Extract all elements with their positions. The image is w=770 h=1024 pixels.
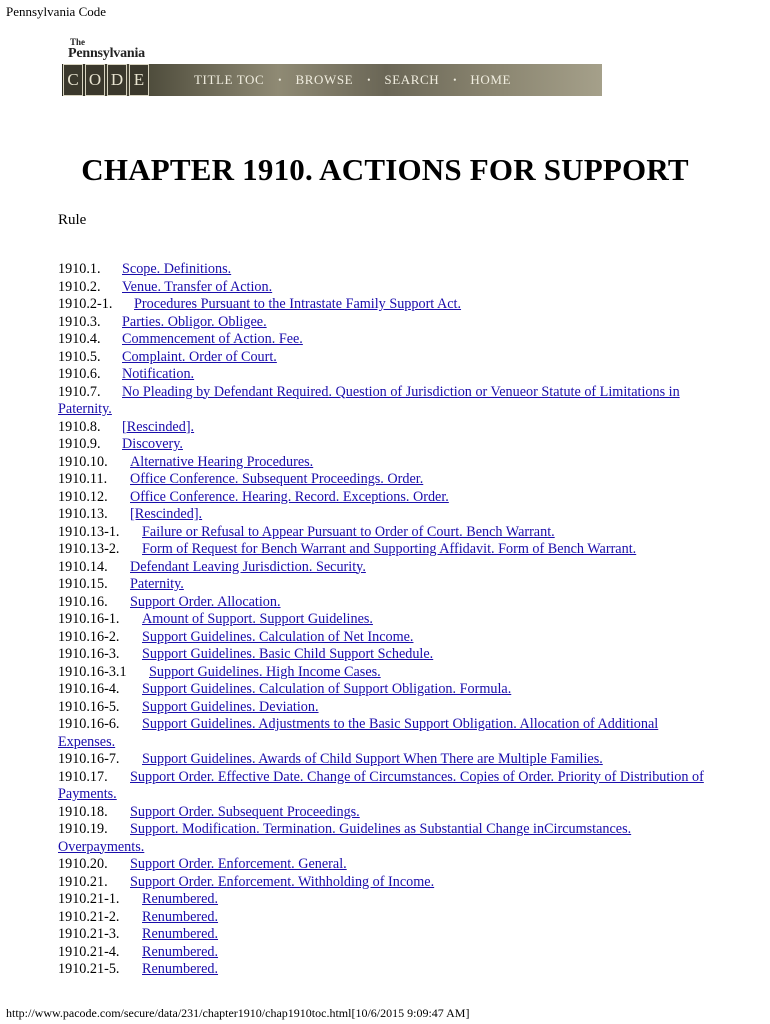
- table-of-contents: [58, 261, 708, 979]
- nav-separator: •: [453, 75, 457, 85]
- toc-entry: [58, 471, 708, 489]
- rule-number: 1910.16-2.: [58, 628, 120, 645]
- rule-link[interactable]: Support Order. Effective Date. Change of Circumstances. Copies of Order. Priority of Distribution of Payments.: [58, 768, 704, 802]
- logo-line-2: Pennsylvania: [68, 46, 145, 61]
- rule-number: 1910.16-3.: [58, 646, 120, 662]
- rule-link[interactable]: Venue. Transfer of Action.: [122, 278, 273, 295]
- rule-link[interactable]: Support Order. Allocation.: [130, 593, 281, 610]
- nav-separator: •: [278, 75, 282, 85]
- nav-home[interactable]: HOME: [470, 72, 512, 87]
- rule-link[interactable]: Renumbered.: [142, 891, 219, 907]
- rule-number: 1910.12.: [58, 488, 108, 505]
- toc-entry: [58, 419, 708, 437]
- rule-link[interactable]: [Rescinded].: [122, 418, 195, 435]
- rule-number: 1910.8.: [58, 418, 101, 435]
- toc-entry: [58, 314, 708, 332]
- toc-entry: [58, 664, 708, 682]
- rule-number: 1910.16-5.: [58, 698, 120, 715]
- toc-entry: [58, 436, 708, 454]
- toc-entry: [58, 804, 708, 822]
- rule-number: 1910.16-7.: [58, 751, 120, 767]
- rule-number: 1910.16-3.1: [58, 663, 127, 680]
- rule-link[interactable]: Renumbered.: [142, 943, 219, 960]
- toc-entry: [58, 909, 708, 927]
- rule-link[interactable]: Renumbered.: [142, 926, 219, 942]
- rule-link[interactable]: Form of Request for Bench Warrant and Supporting Affidavit. Form of Bench Warrant.: [142, 541, 637, 557]
- nav-separator: •: [367, 75, 371, 85]
- nav-bar: [62, 64, 602, 96]
- toc-entry: [58, 279, 708, 297]
- toc-entry: [58, 751, 708, 769]
- logo-line-1: The: [70, 37, 86, 47]
- rule-number: 1910.4.: [58, 331, 101, 347]
- toc-entry: [58, 559, 708, 577]
- rule-link[interactable]: Support Guidelines. Adjustments to the Basic Support Obligation. Allocation of Additional Expenses.: [58, 716, 659, 750]
- rule-number: 1910.6.: [58, 366, 101, 382]
- rule-link[interactable]: Support Guidelines. Awards of Child Support When There are Multiple Families.: [142, 751, 603, 767]
- rule-number: 1910.17.: [58, 768, 108, 785]
- rule-link[interactable]: Office Conference. Subsequent Proceedings. Order.: [130, 471, 424, 487]
- toc-entry: [58, 489, 708, 507]
- rule-number: 1910.16-1.: [58, 611, 120, 627]
- rule-link[interactable]: Support. Modification. Termination. Guidelines as Substantial Change inCircumstances. Overpayments.: [58, 821, 632, 855]
- rule-link[interactable]: Support Guidelines. Basic Child Support Schedule.: [142, 646, 434, 662]
- toc-entry: [58, 524, 708, 542]
- rule-link[interactable]: Support Guidelines. Calculation of Net Income.: [142, 628, 414, 645]
- rule-number: 1910.16-4.: [58, 681, 120, 697]
- rule-link[interactable]: Failure or Refusal to Appear Pursuant to Order of Court. Bench Warrant.: [142, 523, 555, 540]
- rule-number: 1910.2.: [58, 278, 101, 295]
- rule-number: 1910.7.: [58, 383, 101, 400]
- toc-entry: [58, 646, 708, 664]
- pennsylvania-logo[interactable]: [68, 38, 145, 61]
- rule-number: 1910.2-1.: [58, 296, 113, 312]
- toc-entry: [58, 821, 708, 856]
- rule-link[interactable]: Complaint. Order of Court.: [122, 348, 277, 365]
- toc-entry: [58, 874, 708, 892]
- rule-number: 1910.13.: [58, 506, 108, 522]
- rule-number: 1910.19.: [58, 821, 108, 837]
- rule-link[interactable]: Renumbered.: [142, 961, 219, 977]
- rule-number: 1910.13-2.: [58, 541, 120, 557]
- rule-number: 1910.18.: [58, 803, 108, 820]
- rule-link[interactable]: Alternative Hearing Procedures.: [130, 453, 314, 470]
- toc-entry: [58, 926, 708, 944]
- toc-entry: [58, 629, 708, 647]
- page-title: CHAPTER 1910. ACTIONS FOR SUPPORT: [81, 152, 689, 187]
- toc-entry: [58, 576, 708, 594]
- site-banner: [62, 38, 602, 96]
- rule-number: 1910.10.: [58, 453, 108, 470]
- code-letter: O: [85, 64, 105, 96]
- rule-link[interactable]: Commencement of Action. Fee.: [122, 331, 303, 347]
- rule-number: 1910.9.: [58, 436, 101, 452]
- rule-link[interactable]: Support Order. Enforcement. Withholding of Income.: [130, 873, 435, 890]
- rule-number: 1910.16-6.: [58, 716, 120, 732]
- rule-number: 1910.3.: [58, 313, 101, 330]
- rule-heading: Rule: [58, 212, 87, 228]
- nav-search[interactable]: SEARCH: [384, 72, 440, 87]
- toc-entry: [58, 611, 708, 629]
- toc-entry: [58, 594, 708, 612]
- toc-entry: [58, 699, 708, 717]
- toc-entry: [58, 506, 708, 524]
- rule-number: 1910.21-4.: [58, 943, 120, 960]
- toc-entry: [58, 541, 708, 559]
- rule-link[interactable]: Discovery.: [122, 436, 183, 452]
- rule-link[interactable]: Support Guidelines. High Income Cases.: [149, 663, 381, 680]
- rule-number: 1910.21-1.: [58, 891, 120, 907]
- rule-link[interactable]: Procedures Pursuant to the Intrastate Family Support Act.: [134, 296, 462, 312]
- code-letter: C: [63, 64, 83, 96]
- toc-entry: [58, 856, 708, 874]
- toc-entry: [58, 366, 708, 384]
- toc-entry: [58, 349, 708, 367]
- toc-entry: [58, 769, 708, 804]
- rule-number: 1910.15.: [58, 576, 108, 592]
- rule-link[interactable]: Paternity.: [130, 576, 184, 592]
- rule-link[interactable]: Support Order. Enforcement. General.: [130, 856, 347, 872]
- toc-entry: [58, 331, 708, 349]
- rule-number: 1910.21-3.: [58, 926, 120, 942]
- rule-link[interactable]: Support Guidelines. Calculation of Support Obligation. Formula.: [142, 681, 512, 697]
- rule-number: 1910.21.: [58, 873, 108, 890]
- code-letter: E: [129, 64, 149, 96]
- rule-link[interactable]: Office Conference. Hearing. Record. Exceptions. Order.: [130, 488, 449, 505]
- rule-link[interactable]: Notification.: [122, 366, 195, 382]
- rule-number: 1910.11.: [58, 471, 108, 487]
- rule-link[interactable]: Scope. Definitions.: [122, 261, 232, 277]
- toc-entry: [58, 681, 708, 699]
- toc-entry: [58, 944, 708, 962]
- rule-link[interactable]: Parties. Obligor. Obligee.: [122, 313, 267, 330]
- rule-number: 1910.13-1.: [58, 523, 120, 540]
- nav-title-toc[interactable]: TITLE TOC: [194, 72, 265, 87]
- rule-number: 1910.1.: [58, 261, 101, 277]
- rule-link[interactable]: Support Guidelines. Deviation.: [142, 698, 319, 715]
- rule-link[interactable]: No Pleading by Defendant Required. Question of Jurisdiction or Venueor Statute of Limitations in Paternity.: [58, 383, 680, 417]
- rule-link[interactable]: Support Order. Subsequent Proceedings.: [130, 803, 360, 820]
- print-footer-url: http://www.pacode.com/secure/data/231/chapter1910/chap1910toc.html[10/6/2015 9:09:47 AM]: [6, 1006, 470, 1020]
- code-letter: D: [107, 64, 127, 96]
- toc-entry: [58, 261, 708, 279]
- rule-link[interactable]: [Rescinded].: [130, 506, 203, 522]
- toc-entry: [58, 384, 708, 419]
- print-header: Pennsylvania Code: [6, 4, 107, 19]
- code-logo[interactable]: [62, 64, 150, 96]
- rule-link[interactable]: Renumbered.: [142, 908, 219, 925]
- rule-number: 1910.21-2.: [58, 908, 120, 925]
- rule-number: 1910.14.: [58, 558, 108, 575]
- rule-link[interactable]: Amount of Support. Support Guidelines.: [142, 611, 373, 627]
- nav-browse[interactable]: BROWSE: [295, 72, 354, 87]
- rule-number: 1910.20.: [58, 856, 108, 872]
- toc-entry: [58, 716, 708, 751]
- rule-number: 1910.21-5.: [58, 961, 120, 977]
- toc-entry: [58, 454, 708, 472]
- toc-entry: [58, 296, 708, 314]
- rule-link[interactable]: Defendant Leaving Jurisdiction. Security.: [130, 558, 366, 575]
- rule-number: 1910.16.: [58, 593, 108, 610]
- toc-entry: [58, 961, 708, 979]
- toc-entry: [58, 891, 708, 909]
- rule-number: 1910.5.: [58, 348, 101, 365]
